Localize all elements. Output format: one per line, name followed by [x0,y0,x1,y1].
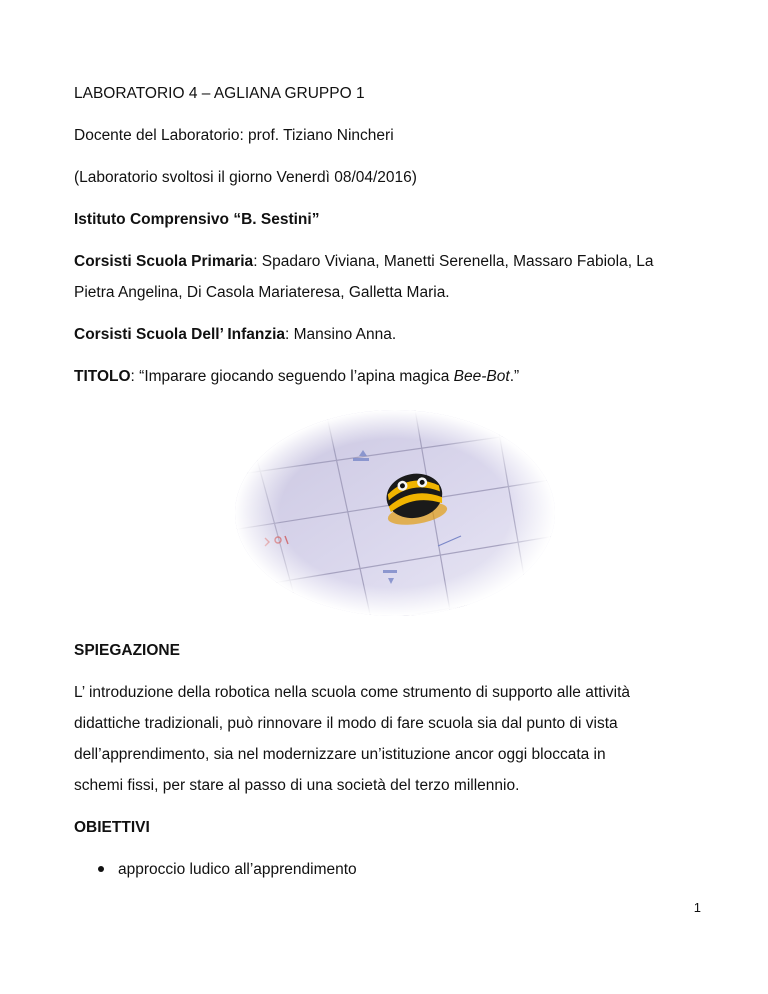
obiettivi-item: approccio ludico all’apprendimento [118,861,357,878]
infanzia-line [74,325,708,345]
primaria-line-1 [74,252,708,272]
titolo-text: : “Imparare giocando seguendo l’apina magica [130,368,454,385]
infanzia-names: : Mansino Anna. [285,326,397,343]
document-header: LABORATORIO 4 – AGLIANA GRUPPO 1 [74,85,365,102]
primaria-label: Corsisti Scuola Primaria [74,253,254,270]
titolo-line [74,367,708,387]
primaria-names-1: : Spadaro Viviana, Manetti Serenella, Massaro Fabiola, La [253,253,654,270]
obiettivi-heading [74,818,708,838]
spiegazione-line: L’ introduzione della robotica nella scuola come strumento di supporto alle attività [74,684,631,701]
istituto-line [74,210,708,230]
spiegazione-heading-text: SPIEGAZIONE [74,642,180,659]
spiegazione-line: didattiche tradizionali, può rinnovare il modo di fare scuola sia dal punto di vista [74,715,618,732]
titolo-emphasis: Bee-Bot [453,368,510,385]
titolo-end: .” [509,368,520,385]
bullet-icon [98,866,104,872]
bee-bot-photo [233,408,557,618]
docente-line: Docente del Laboratorio: prof. Tiziano Nincheri [74,127,394,144]
titolo-label: TITOLO [74,368,131,385]
spiegazione-heading [74,641,708,661]
spiegazione-line: schemi fissi, per stare al passo di una società del terzo millennio. [74,777,520,794]
page-number: 1 [693,900,701,915]
spiegazione-line: dell’apprendimento, sia nel modernizzare un’istituzione ancor oggi bloccata in [74,746,606,763]
primaria-line-2: Pietra Angelina, Di Casola Mariateresa, Galletta Maria. [74,284,450,301]
infanzia-label: Corsisti Scuola Dell’ Infanzia [74,326,286,343]
obiettivi-heading-text: OBIETTIVI [74,819,150,836]
istituto-name: Istituto Comprensivo “B. Sestini” [74,211,320,228]
data-line: (Laboratorio svoltosi il giorno Venerdì 08/04/2016) [74,169,417,186]
